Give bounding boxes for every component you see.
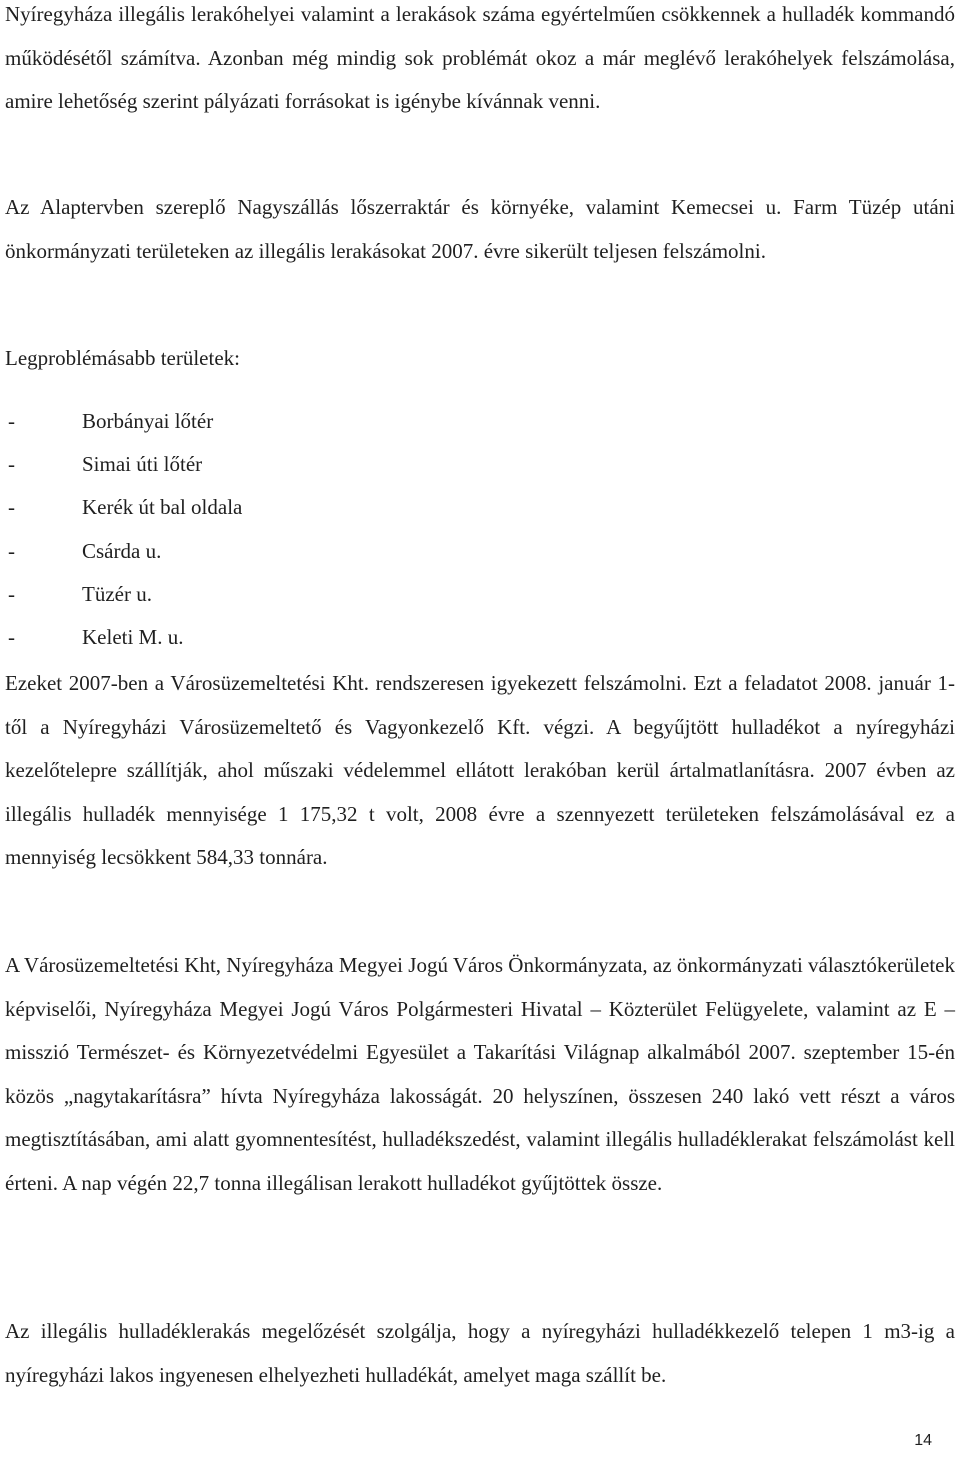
list-item-label: Borbányai lőtér	[82, 409, 214, 433]
paragraph-kht-cleanup: Ezeket 2007-ben a Városüzemeltetési Kht. rendszeresen igyekezett felszámolni. Ezt a feladatot 2008. január 1-től a Nyíregyházi Városüzemeltető és Vagyonkezelő Kft. végzi. A begyűjtött hulladékot a nyíregyházi kezelőtelepre szállítják, ahol műszaki védelemmel ellátott lerakóban kerül ártalmatlanításra. 2007 évben az illegális hulladék mennyisége 1 175,32 t volt, 2008 évre a szennyezett területeken felszámolásával ez a mennyiség lecsökkent 584,33 tonnára.	[5, 671, 955, 869]
list-bullet: -	[8, 409, 15, 433]
list-item	[5, 530, 955, 573]
list-item-label: Simai úti lőtér	[82, 452, 203, 477]
list-item	[5, 486, 955, 529]
paragraph-illegal-dumpsites: Nyíregyháza illegális lerakóhelyei valamint a lerakások száma egyértelműen csökkennek a hulladék kommandó működésétől számítva. Azonban még mindig sok problémát okoz a már meglévő lerakóhelyek felszámolása, amire lehetőség szerint pályázati forrásokat is igénybe kívánnak venni.	[5, 2, 955, 113]
list-bullet: -	[8, 452, 15, 477]
list-item-label: Csárda u.	[82, 538, 162, 563]
page-number: 14	[914, 1432, 932, 1449]
paragraph-cleanup-day: A Városüzemeltetési Kht, Nyíregyháza Megyei Jogú Város Önkormányzata, az önkormányzati választókerületek képviselői, Nyíregyháza Megyei Jogú Város Polgármesteri Hivatal – Közterület Felügyelete, valamint az E – misszió Természet- és Környezetvédelmi Egyesület a Takarítási Világnap alkalmából 2007. szeptember 15-én közös „nagytakarításra” hívta Nyíregyháza lakosságát. 20 helyszínen, összesen 240 lakó vett részt a város megtisztításában, ami alatt gyomnentesítést, hulladékszedést, valamint illegális hulladéklerakat felszámolást kell érteni. A nap végén 22,7 tonna illegálisan lerakott hulladékot gyűjtöttek össze.	[5, 953, 955, 1195]
list-bullet: -	[8, 538, 15, 563]
list-item	[5, 400, 955, 443]
paragraph-prevention: Az illegális hulladéklerakás megelőzését szolgálja, hogy a nyíregyházi hulladékkezelő telepen 1 m3-ig a nyíregyházi lakos ingyenesen elhelyezheti hulladékát, amelyet maga szállít be.	[5, 1319, 955, 1387]
paragraph-alapterv: Az Alaptervben szereplő Nagyszállás lőszerraktár és környéke, valamint Kemecsei u. Farm Tüzép utáni önkormányzati területeken az illegális lerakásokat 2007. évre sikerült teljesen felszámolni.	[5, 195, 955, 263]
list-bullet: -	[8, 495, 15, 520]
paragraph-problem-areas-heading: Legproblémásabb területek:	[5, 346, 240, 370]
list-bullet: -	[8, 624, 15, 649]
list-bullet: -	[8, 581, 15, 606]
list-item-label: Kerék út bal oldala	[82, 495, 243, 520]
list-item	[5, 573, 955, 616]
list-item-label: Keleti M. u.	[82, 624, 184, 649]
list-item	[5, 616, 955, 659]
problem-areas-list	[5, 400, 955, 659]
list-item-label: Tüzér u.	[82, 581, 152, 606]
list-item	[5, 443, 955, 486]
